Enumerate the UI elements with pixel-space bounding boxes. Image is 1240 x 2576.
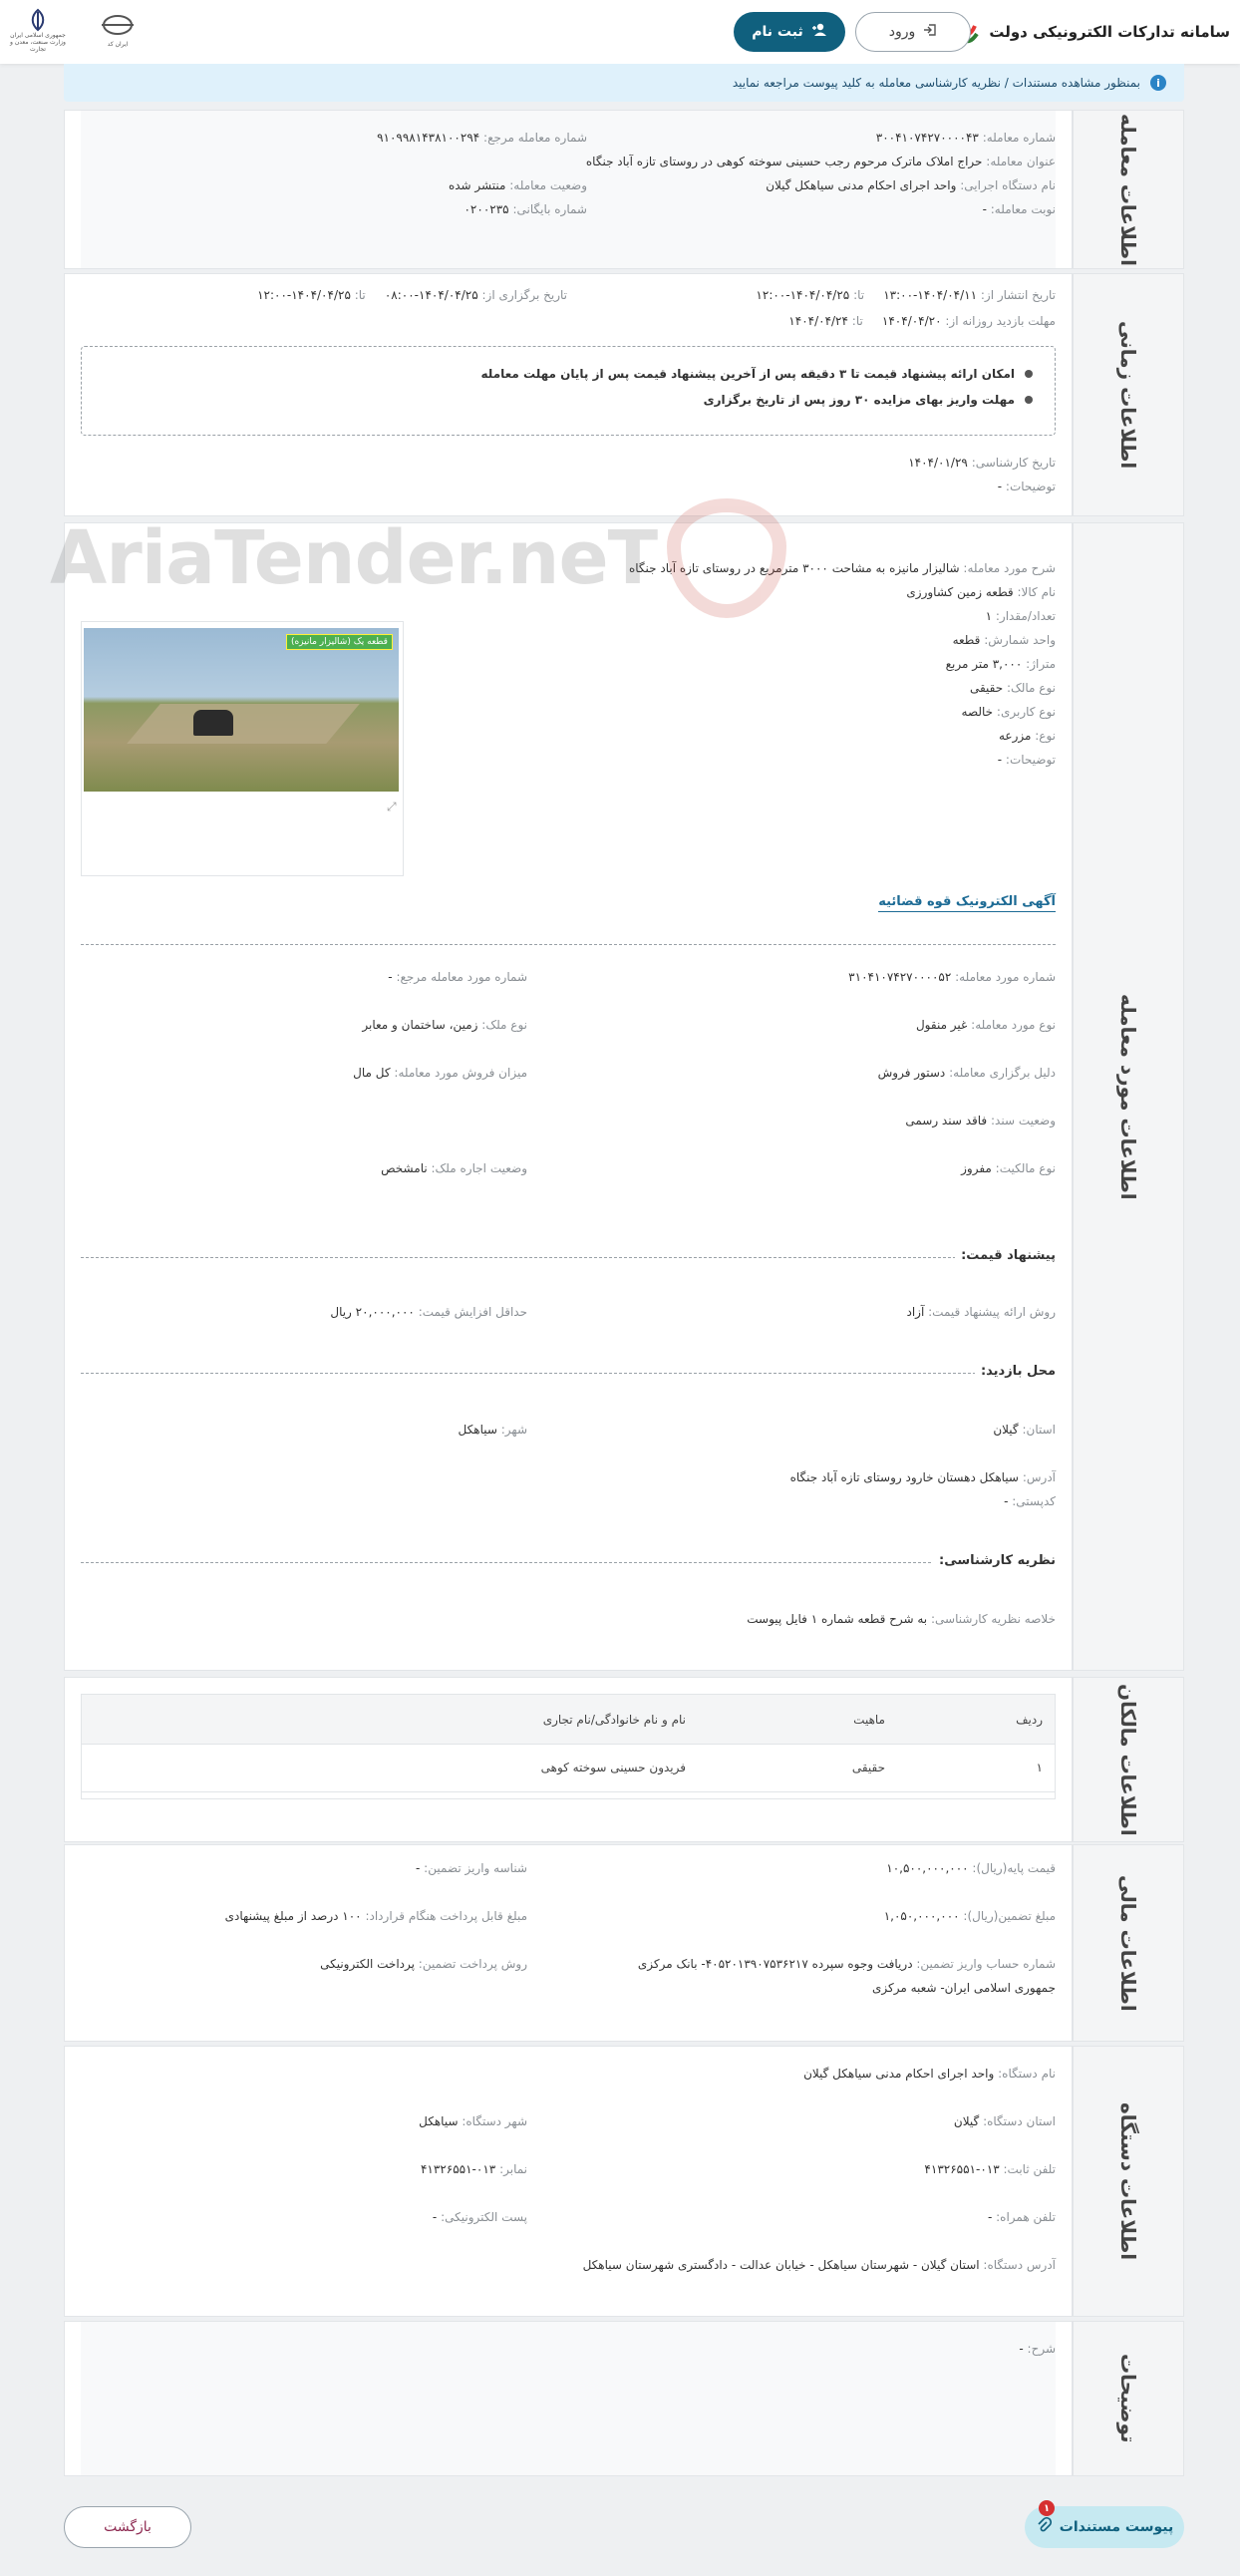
section-title: اطلاعات مالی <box>1072 1845 1183 2041</box>
deal-info-section <box>64 110 1184 269</box>
agency-fax: نمابر: ۰۱۳-۴۱۳۲۶۵۵۱ <box>420 2162 527 2176</box>
min-increase: حداقل افزایش قیمت: ۲۰,۰۰۰,۰۰۰ ریال <box>330 1305 527 1319</box>
deal-turn: نوبت معامله: - <box>982 202 1056 216</box>
desc-text: شرح: - <box>1019 2342 1056 2356</box>
deal-status: وضعیت معامله: منتشر شده <box>448 178 587 192</box>
gov-logos <box>6 8 138 53</box>
ministry-logo: جمهوری اسلامی ایران وزارت صنعت، معدن و تجارت <box>6 8 70 53</box>
condition-item: امکان ارائه پیشنهاد قیمت تا ۳ دقیقه پس از آخرین پیشنهاد قیمت پس از پایان مهلت معامله <box>481 367 1033 381</box>
item-section <box>64 522 1184 1671</box>
owners-section <box>64 1677 1184 1842</box>
section-title: اطلاعات زمانی <box>1072 274 1183 515</box>
visit-heading: محل بازدید: <box>975 1364 1056 1379</box>
item-desc: شرح مورد معامله: شالیزار مانیزه به مشاحت ۳۰۰۰ مترمربع در روستای تازه آباد جنگاه <box>628 561 1056 575</box>
docs-label: پیوست مستندات <box>1059 2519 1174 2535</box>
item-ref: شماره مورد معامله مرجع: - <box>388 970 527 984</box>
visit-dates: مهلت بازدید روزانه از: ۱۴۰۴/۰۴/۲۰ تا: ۱۴۰۴/۰۴/۲۴ <box>788 314 1056 328</box>
site-title: سامانه تدارکات الکترونیکی دولت <box>989 23 1230 41</box>
banner-text: بمنظور مشاهده مستندات / نظریه کارشناسی معامله به کلید پیوست مراجعه نمایید <box>732 76 1140 90</box>
timing-notes: توضیحات: - <box>997 480 1056 493</box>
lease-status: وضعیت اجاره ملک: نامشخص <box>381 1161 527 1175</box>
agency-address: آدرس دستگاه: استان گیلان - شهرستان سیاهکل - خیابان عدالت - دادگستری شهرستان سیاهکل <box>582 2258 1056 2272</box>
price-heading: پیشنهاد قیمت: <box>955 1248 1056 1263</box>
hold-dates: تاریخ برگزاری از: ۱۴۰۴/۰۴/۲۵-۰۸:۰۰ تا: ۱۴۰۴/۰۴/۲۵-۱۲:۰۰ <box>257 288 567 302</box>
info-icon: i <box>1150 75 1166 91</box>
prop-type: نوع ملک: زمین، ساختمان و معابر <box>362 1018 527 1032</box>
item-photo[interactable] <box>84 628 399 792</box>
price-method: روش ارائه پیشنهاد قیمت: آزاد <box>906 1305 1056 1319</box>
hold-reason: دلیل برگزاری معامله: دستور فروش <box>877 1066 1056 1080</box>
finance-section <box>64 1844 1184 2042</box>
agency-province: استان دستگاه: گیلان <box>953 2114 1056 2128</box>
info-banner <box>64 64 1184 102</box>
judiciary-ad-link[interactable]: آگهی الکترونیک قوه قضائیه <box>878 894 1056 912</box>
payable-amount: مبلغ قابل پرداخت هنگام قرارداد: ۱۰۰ درصد از مبلغ پیشنهادی <box>224 1909 527 1923</box>
item-qty: تعداد/مقدار: ۱ <box>985 609 1056 623</box>
item-kind: نوع: مزرعه <box>998 729 1056 743</box>
agency-section <box>64 2046 1184 2317</box>
docs-count-badge: ۱ <box>1039 2500 1055 2516</box>
visit-city: شهر: سیاهکل <box>458 1423 527 1437</box>
watermark: AriaTender.neT <box>50 498 786 618</box>
item-usage: نوع کاربری: خالصه <box>961 705 1056 719</box>
section-title: اطلاعات معامله <box>1072 111 1183 268</box>
deal-ref: شماره معامله مرجع: ۹۱۰۹۹۸۱۴۳۸۱۰۰۲۹۴ <box>377 131 587 145</box>
doc-status: وضعیت سند: فاقد سند رسمی <box>905 1114 1056 1127</box>
agency-mobile: تلفن همراه: - <box>987 2210 1056 2224</box>
publish-dates: تاریخ انتشار از: ۱۴۰۴/۰۴/۱۱-۱۳:۰۰ تا: ۱۴۰۴/۰۴/۲۵-۱۲:۰۰ <box>756 288 1056 302</box>
deposit-account-2: جمهوری اسلامی ایران- شعبه مرکزی <box>872 1981 1056 1995</box>
deposit-id: شناسه واریز تضمین: - <box>416 1861 527 1875</box>
register-button[interactable] <box>734 12 845 52</box>
guarantee-amount: مبلغ تضمین(ریال): ۱,۰۵۰,۰۰۰,۰۰۰ <box>883 1909 1056 1923</box>
section-title: اطلاعات مالکان <box>1072 1678 1183 1841</box>
base-price: قیمت پایه(ریال): ۱۰,۵۰۰,۰۰۰,۰۰۰ <box>886 1861 1056 1875</box>
deposit-account: شماره حساب واریز تضمین: دریافت وجوه سپرده ۴۰۵۲۰۱۳۹۰۷۵۳۶۲۱۷- بانک مرکزی <box>637 1957 1056 1971</box>
agency-email: پست الکترونیکی: - <box>432 2210 527 2224</box>
conditions-box <box>81 346 1056 436</box>
register-label: ثبت نام <box>752 24 803 40</box>
brand[interactable] <box>943 14 1230 50</box>
deal-number: شماره معامله: ۳۰۰۴۱۰۷۴۲۷۰۰۰۰۴۳ <box>875 131 1056 145</box>
payment-method: روش پرداخت تضمین: پرداخت الکترونیکی <box>320 1957 527 1971</box>
section-title: توضیحات <box>1072 2322 1183 2475</box>
section-title: اطلاعات مورد معامله <box>1072 523 1183 1670</box>
user-add-icon <box>811 23 827 41</box>
condition-item: مهلت واریز بهای مزایده ۳۰ روز پس از تاریخ برگزاری <box>704 393 1033 407</box>
item-photo-card <box>81 621 404 876</box>
irancode-logo: ایران کد <box>98 13 138 48</box>
timing-section <box>64 273 1184 516</box>
agency-city: شهر دستگاه: سیاهکل <box>419 2114 527 2128</box>
back-button[interactable]: بازگشت <box>64 2506 191 2548</box>
visit-address: آدرس: سیاهکل دهستان خارود روستای تازه آباد جنگاه <box>789 1470 1056 1484</box>
expert-date: تاریخ کارشناسی: ۱۴۰۴/۰۱/۲۹ <box>908 456 1056 470</box>
sale-amount: میزان فروش مورد معامله: کل مال <box>353 1066 527 1080</box>
ownership-type: نوع مالکیت: مفروز <box>961 1161 1056 1175</box>
deal-executor: نام دستگاه اجرایی: واحد اجرای احکام مدنی سیاهکل گیلان <box>766 178 1056 192</box>
expand-icon[interactable]: ⤢ <box>387 800 397 813</box>
item-type: نوع مورد معامله: غیر منقول <box>915 1018 1056 1032</box>
visit-province: استان: گیلان <box>993 1423 1056 1437</box>
photo-tag: قطعه یک (شالیزار مانیزه) <box>286 634 393 650</box>
agency-phone: تلفن ثابت: ۰۱۳-۴۱۳۲۶۵۵۱ <box>924 2162 1056 2176</box>
watermark-shield-icon <box>667 498 786 618</box>
expert-heading: نظریه کارشناسی: <box>933 1553 1056 1568</box>
item-number: شماره مورد معامله: ۳۱۰۴۱۰۷۴۲۷۰۰۰۰۵۲ <box>848 970 1056 984</box>
login-button[interactable] <box>855 12 971 52</box>
paperclip-icon <box>1036 2517 1052 2537</box>
deal-subject: عنوان معامله: حراج املاک ماترک مرحوم رجب حسینی سوخته کوهی در روستای تازه آباد جنگاه <box>585 155 1056 168</box>
table-header: ردیف ماهیت نام و نام خانوادگی/نام تجاری <box>82 1695 1055 1745</box>
deal-archive: شماره بایگانی: ۰۲۰۰۲۳۵ <box>464 202 587 216</box>
item-area: متراژ: ۳,۰۰۰ متر مربع <box>945 657 1056 671</box>
description-section <box>64 2321 1184 2476</box>
attach-docs-button[interactable] <box>1025 2502 1184 2548</box>
login-icon <box>923 23 937 41</box>
item-goods: نام کالا: قطعه زمین کشاورزی <box>906 585 1056 599</box>
top-header <box>0 0 1240 64</box>
item-unit: واحد شمارش: قطعه <box>952 633 1056 647</box>
agency-name: نام دستگاه: واحد اجرای احکام مدنی سیاهکل گیلان <box>803 2067 1056 2081</box>
item-notes: توضیحات: - <box>997 753 1056 767</box>
item-owner-type: نوع مالک: حقیقی <box>969 681 1056 695</box>
expert-summary: خلاصه نظریه کارشناسی: به شرح قطعه شماره ۱ فایل پیوست <box>747 1612 1056 1626</box>
table-row: ۱ حقیقی فریدون حسینی سوخته کوهی <box>82 1745 1055 1792</box>
login-label: ورود <box>888 24 916 40</box>
visit-postal: کدپستی: - <box>1004 1494 1056 1508</box>
section-title: اطلاعات دستگاه <box>1072 2047 1183 2316</box>
owners-table <box>81 1694 1056 1799</box>
